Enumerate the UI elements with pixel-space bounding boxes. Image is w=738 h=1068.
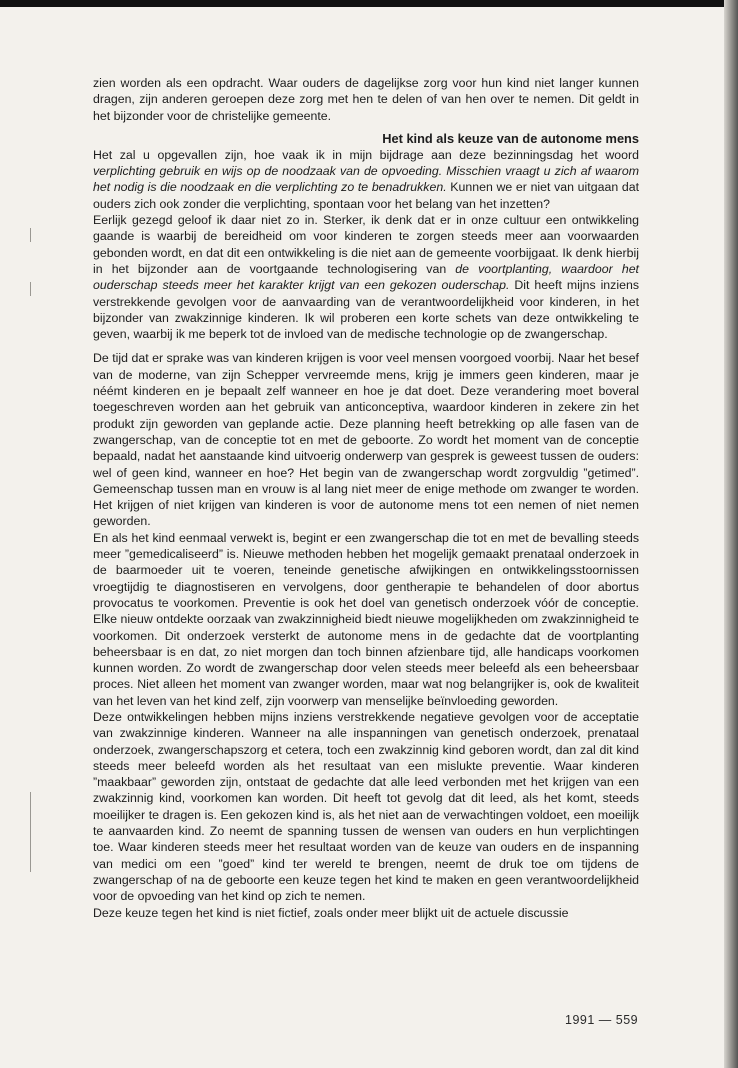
paragraph-1-part-c: Kunnen we er niet van uitgaan dat ouders zich ook zonder die verplichting, spontaan voor het belang van het inzetten? — [93, 180, 639, 211]
paragraph-4: En als het kind eenmaal verwekt is, begint er een zwangerschap die tot en met de bevalling steeds meer ”gemedicaliseerd” is. Nieuwe methoden hebben het mogelijk gemaakt prenataal onderzoek in de baarmoeder uit te voeren, teneinde genetische afwijkingen en ontwikkelingsstoornissen vroegtijdig te diagnostiseren en vervolgens, door gentherapie te behandelen of door abortus provocatus te voorkomen. Preventie is ook het doel van genetisch onderzoek vóór de conceptie. Elke nieuw ontdekte oorzaak van zwakzinnigheid biedt nieuwe mogelijkheden om zwakzinnigheid te voorkomen. Dit onderzoek versterkt de autonome mens in de gedachte dat de voortplanting beheersbaar is en dat, zo niet morgen dan toch binnen afzienbare tijd, alle handicaps voorkomen kunnen worden. Zo wordt de zwangerschap door velen steeds meer beleefd als een beheersbaar proces. Niet alleen het moment van zwanger worden, maar wat nog belangrijker is, ook de kwaliteit van het leven van het kind zelf, zijn voorwerp van menselijke beïnvloeding geworden. — [93, 530, 639, 708]
paragraph-2-italic: de voortplanting, waardoor het ouderschap steeds meer het karakter krijgt van een gekozen ouderschap. — [93, 261, 639, 293]
paragraph-2-part-c: Dit heeft mijns inziens verstrekkende gevolgen voor de aanvaarding van de verantwoordelijkheid voor kinderen, in het bijzonder van zwakzinnige kinderen. Ik wil proberen een korte schets van deze ontwikkeling te geven, waarbij ik me beperk tot de invloed van de medische technologie op de zwangerschap. — [93, 278, 639, 342]
paragraph-2 — [93, 212, 639, 342]
scan-border-right — [724, 0, 738, 1068]
page-body — [93, 75, 639, 921]
page-number: 1991 — 559 — [565, 1013, 639, 1027]
paragraph-1-part-a: Het zal u opgevallen zijn, hoe vaak ik in mijn bijdrage aan deze bezinningsdag het woord — [93, 147, 639, 162]
paragraph-intro: zien worden als een opdracht. Waar ouders de dagelijkse zorg voor hun kind niet langer kunnen dragen, zijn anderen geroepen deze zorg met hen te delen of van hen over te nemen. Dit geldt in het bijzonder voor de christelijke gemeente. — [93, 76, 639, 123]
paragraph-2-part-a: Eerlijk gezegd geloof ik daar niet zo in. Sterker, ik denk dat er in onze cultuur een ontwikkeling gaande is waarbij de bereidheid om voor kinderen te zorgen steeds meer aan voorwaarden gebonden wordt, en dat dit een ontwikkeling is die niet aan de gemeente voorbijgaat. Ik denk hierbij in het bijzonder aan de voortgaande technologisering van — [93, 213, 639, 276]
scan-border-top — [0, 0, 738, 7]
margin-mark — [30, 792, 31, 872]
margin-mark — [30, 282, 31, 296]
paragraph-5: Deze ontwikkelingen hebben mijns inziens verstrekkende negatieve gevolgen voor de acceptatie van zwakzinnige kinderen. Wanneer na alle inspanningen van genetisch onderzoek, prenataal onderzoek, zwangerschapszorg et cetera, toch een zwakzinnig kind geboren wordt, dan zal dit kind steeds meer beleefd worden als het resultaat van een mislukte preventie. Waar kinderen ”maakbaar” geworden zijn, ontstaat de gedachte dat alle leed verbonden met het krijgen van een zwakzinnig kind, voorkomen kan worden. Dit heeft tot gevolg dat dit leed, als het komt, steeds moeilijker te dragen is. Een gekozen kind is, als het niet aan de verwachtingen voldoet, een moeilijk te aanvaarden kind. Zo neemt de spanning tussen de wensen van ouders en hun verplichtingen toe. Waar kinderen steeds meer het resultaat worden van de keuze van ouders en de inspanning van medici om een ”goed” kind ter wereld te brengen, neemt de druk toe om tijdens de zwangerschap of na de geboorte een keuze tegen het kind te maken en geen verantwoordelijkheid voor de opvoeding van het kind op zich te nemen. — [93, 709, 639, 904]
section-heading: Het kind als keuze van de autonome mens — [382, 130, 639, 146]
paragraph-1-italic: verplichting gebruik en wijs op de noodzaak van de opvoeding. Misschien vraagt u zich af waarom het nodig is die noodzaak en die verplichting zo te benadrukken. — [93, 164, 639, 195]
paragraph-1 — [93, 147, 639, 212]
paragraph-6: Deze keuze tegen het kind is niet fictief, zoals onder meer blijkt uit de actuele discussie — [93, 905, 569, 920]
paragraph-3: De tijd dat er sprake was van kinderen krijgen is voor veel mensen voorgoed voorbij. Naar het besef van de moderne, van zijn Schepper vervreemde mens, krijg je immers geen kinderen, maar je néémt kinderen en je bepaalt zelf wanneer en hoe je dat doet. Deze verandering moet boveral toegeschreven worden aan het gebruik van anticonceptiva, waardoor kinderen in zekere zin het produkt zijn geworden van geplande actie. Deze planning heeft betrekking op alle fasen van de zwangerschap, van de conceptie tot en met de geboorte. Zo wordt het moment van de conceptie bepaald, nadat het aanstaande kind uitvoerig onderwerp van gesprek is geweest tussen de ouders: wel of geen kind, wanneer en hoe? Het begin van de zwangerschap wordt zorgvuldig ”getimed”. Gemeenschap tussen man en vrouw is al lang niet meer de enige methode om zwanger te worden. Het krijgen of niet krijgen van kinderen is voor de autonome mens tot een nemen of niet nemen geworden. — [93, 351, 639, 529]
margin-mark — [30, 228, 31, 242]
